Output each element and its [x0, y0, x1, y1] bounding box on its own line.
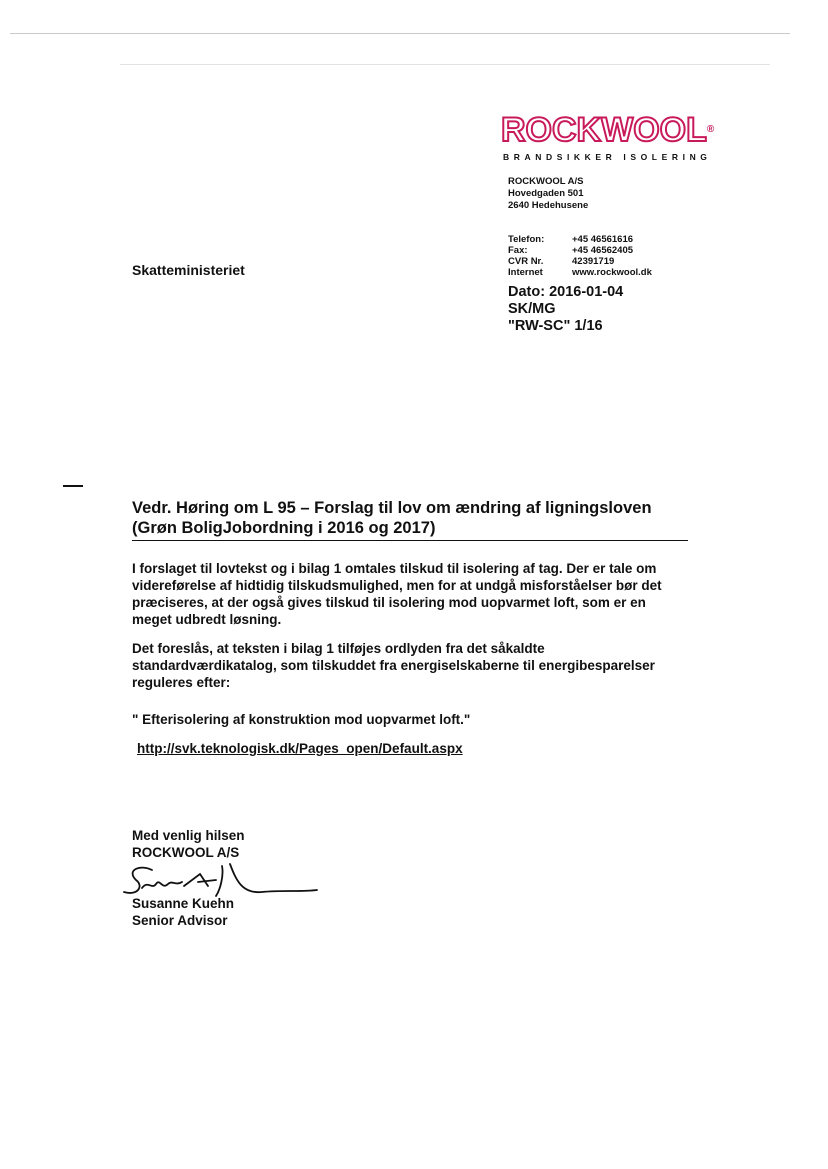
- contact-label: Fax:: [508, 245, 528, 256]
- contact-row: [508, 267, 652, 278]
- address-line: 2640 Hedehusene: [508, 200, 589, 211]
- contact-value: 42391719: [572, 256, 615, 267]
- company-logo: ROCKWOOL®: [501, 111, 715, 149]
- letterhead-logo-block: [495, 112, 735, 162]
- fold-mark: [63, 485, 83, 487]
- contact-label: Internet: [508, 267, 543, 278]
- subject-line-2: (Grøn BoligJobordning i 2016 og 2017): [132, 519, 436, 537]
- signer-block: [132, 895, 234, 929]
- subject-line-1: Vedr. Høring om L 95 – Forslag til lov om ændring af ligningsloven: [132, 499, 652, 517]
- date-reference-block: [508, 284, 623, 335]
- scan-artifact-line: [10, 33, 790, 34]
- signer-title: Senior Advisor: [132, 913, 228, 928]
- letter-subject: [132, 498, 688, 541]
- contact-row: [508, 245, 652, 256]
- contact-value: www.rockwool.dk: [572, 267, 652, 278]
- contact-value: +45 46562405: [572, 245, 634, 256]
- reference-number: "RW-SC" 1/16: [508, 318, 603, 334]
- contact-row: [508, 256, 652, 267]
- sender-address: [508, 176, 588, 212]
- contact-label: CVR Nr.: [508, 256, 544, 267]
- quoted-text: " Efterisolering af konstruktion mod uopvarmet loft.": [132, 712, 471, 727]
- recipient: Skatteministeriet: [132, 262, 245, 278]
- sender-contact: [508, 234, 652, 278]
- contact-row: [508, 234, 652, 245]
- reference-link[interactable]: http://svk.teknologisk.dk/Pages_open/Default.aspx: [137, 741, 463, 756]
- closing-company: ROCKWOOL A/S: [132, 845, 240, 860]
- contact-label: Telefon:: [508, 234, 545, 245]
- signer-name: Susanne Kuehn: [132, 896, 235, 911]
- address-line: ROCKWOOL A/S: [508, 176, 584, 187]
- scan-artifact-line: [120, 64, 770, 65]
- closing-greeting: Med venlig hilsen: [132, 828, 245, 843]
- contact-value: +45 46561616: [572, 234, 634, 245]
- body-paragraph-2: Det foreslås, at teksten i bilag 1 tilføjes ordlyden fra det såkaldte standardværdikatalog, som tilskuddet fra energiselskaberne til energibesparelser reguleres efter:: [132, 641, 655, 690]
- body-paragraph-1: I forslaget til lovtekst og i bilag 1 omtales tilskud til isolering af tag. Der er tale om videreførelse af hidtidig tilskudsmulighed, men for at undgå misforståelser bør det præciseres, at der også gives tilskud til isolering mod uopvarmet loft, som er en meget udbredt løsning.: [132, 561, 662, 627]
- logo-tagline: BRANDSIKKER ISOLERING: [503, 152, 712, 162]
- initials: SK/MG: [508, 301, 556, 317]
- address-line: Hovedgaden 501: [508, 188, 584, 199]
- letter-date: Dato: 2016-01-04: [508, 284, 624, 300]
